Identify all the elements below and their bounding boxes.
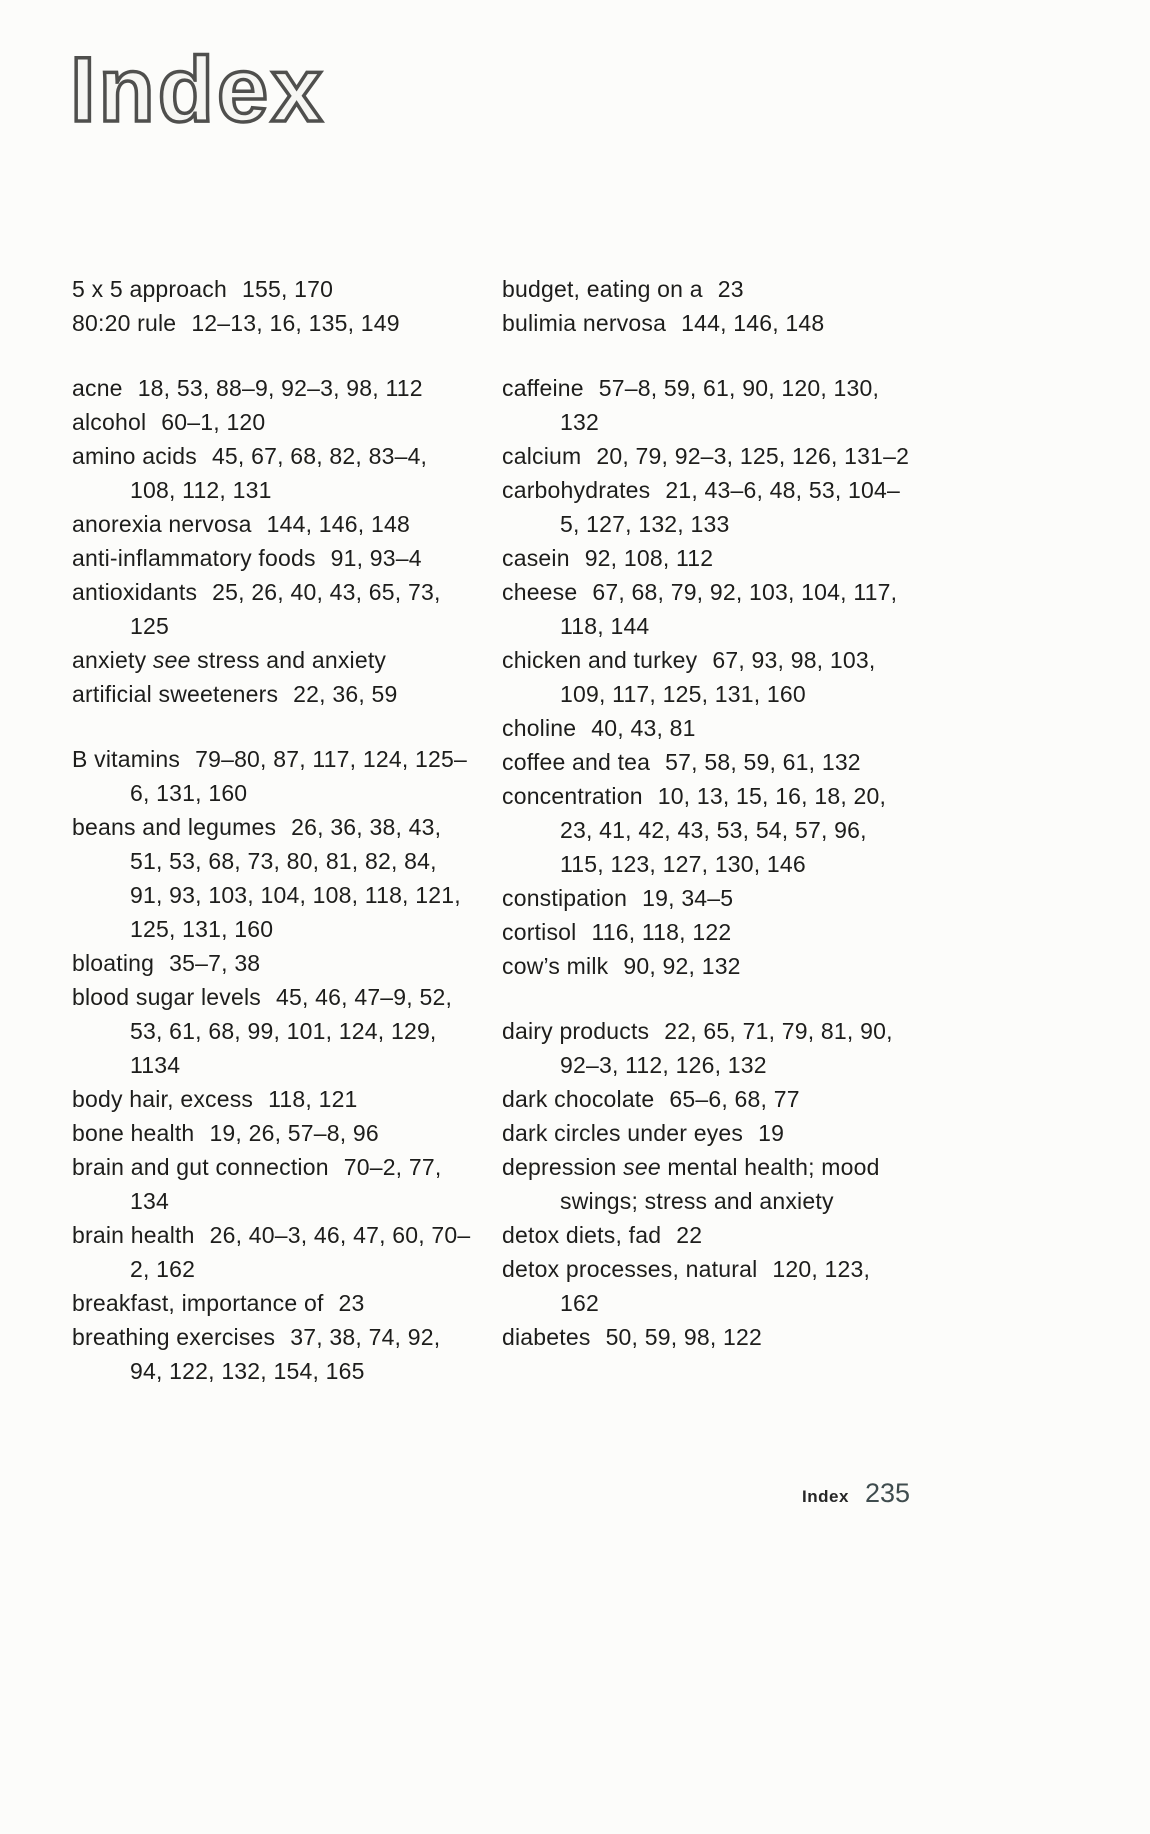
entry-term: cheese	[502, 579, 578, 605]
see-reference: mental health; mood swings; stress and anxiety	[560, 1154, 880, 1214]
entry-term: brain and gut connection	[72, 1154, 329, 1180]
entry-pages: 19	[758, 1120, 785, 1146]
entry-pages: 18, 53, 88–9, 92–3, 98, 112	[137, 375, 423, 401]
index-entry	[72, 946, 472, 980]
entry-pages: 26, 36, 38, 43, 51, 53, 68, 73, 80, 81, 82, 84, 91, 93, 103, 104, 108, 118, 121, 125, 131, 160	[130, 814, 461, 942]
entry-pages: 45, 46, 47–9, 52, 53, 61, 68, 99, 101, 124, 129, 1134	[130, 984, 453, 1078]
index-entry	[72, 405, 472, 439]
entry-pages: 22, 36, 59	[293, 681, 398, 707]
index-entry	[72, 272, 472, 306]
index-entry	[502, 371, 912, 439]
entry-pages: 144, 146, 148	[681, 310, 825, 336]
entry-term: concentration	[502, 783, 643, 809]
index-group	[502, 1014, 912, 1354]
entry-term: bloating	[72, 950, 155, 976]
entry-term: choline	[502, 715, 577, 741]
index-entry	[72, 541, 472, 575]
entry-term: anxiety	[72, 647, 147, 673]
entry-term: bulimia nervosa	[502, 310, 667, 336]
entry-pages: 25, 26, 40, 43, 65, 73, 125	[130, 579, 441, 639]
entry-pages: 79–80, 87, 117, 124, 125–6, 131, 160	[130, 746, 467, 806]
entry-term: 5 x 5 approach	[72, 276, 227, 302]
index-entry	[502, 1150, 912, 1218]
entry-term: caffeine	[502, 375, 584, 401]
index-entry	[502, 1320, 912, 1354]
entry-term: breakfast, importance of	[72, 1290, 324, 1316]
entry-pages: 50, 59, 98, 122	[605, 1324, 763, 1350]
index-entry	[502, 439, 912, 473]
entry-term: calcium	[502, 443, 582, 469]
index-entry	[72, 1218, 472, 1286]
index-entry	[72, 1286, 472, 1320]
index-entry	[72, 507, 472, 541]
entry-pages: 91, 93–4	[330, 545, 422, 571]
see-keyword: see	[152, 647, 191, 673]
entry-term: casein	[502, 545, 570, 571]
entry-term: alcohol	[72, 409, 147, 435]
index-column-right	[502, 272, 912, 1388]
entry-pages: 26, 40–3, 46, 47, 60, 70–2, 162	[130, 1222, 471, 1282]
entry-term: anti-inflammatory foods	[72, 545, 316, 571]
entry-pages: 20, 79, 92–3, 125, 126, 131–2	[596, 443, 910, 469]
entry-term: detox diets, fad	[502, 1222, 662, 1248]
index-group	[72, 371, 472, 711]
entry-pages: 19, 34–5	[642, 885, 734, 911]
entry-pages: 23	[717, 276, 744, 302]
entry-pages: 22	[676, 1222, 703, 1248]
entry-term: constipation	[502, 885, 628, 911]
entry-term: breathing exercises	[72, 1324, 276, 1350]
entry-term: dairy products	[502, 1018, 650, 1044]
entry-term: blood sugar levels	[72, 984, 261, 1010]
entry-pages: 65–6, 68, 77	[669, 1086, 800, 1112]
index-entry	[502, 881, 912, 915]
see-keyword: see	[623, 1154, 661, 1180]
index-entry	[72, 742, 472, 810]
entry-term: carbohydrates	[502, 477, 651, 503]
entry-pages: 57–8, 59, 61, 90, 120, 130, 132	[560, 375, 880, 435]
page-footer	[72, 1478, 910, 1509]
index-entry	[502, 473, 912, 541]
index-entry	[502, 306, 912, 340]
entry-pages: 35–7, 38	[169, 950, 261, 976]
entry-term: dark circles under eyes	[502, 1120, 744, 1146]
index-entry	[502, 1116, 912, 1150]
see-reference: stress and anxiety	[197, 647, 387, 673]
index-entry	[502, 575, 912, 643]
index-entry	[502, 745, 912, 779]
entry-pages: 10, 13, 15, 16, 18, 20, 23, 41, 42, 43, 53, 54, 57, 96, 115, 123, 127, 130, 146	[560, 783, 887, 877]
entry-pages: 70–2, 77, 134	[130, 1154, 442, 1214]
entry-term: dark chocolate	[502, 1086, 655, 1112]
index-entry	[502, 1218, 912, 1252]
entry-term: antioxidants	[72, 579, 198, 605]
index-entry	[72, 810, 472, 946]
index-group	[72, 742, 472, 1388]
index-entry	[502, 915, 912, 949]
entry-pages: 21, 43–6, 48, 53, 104–5, 127, 132, 133	[560, 477, 900, 537]
index-group	[502, 371, 912, 983]
index-entry	[72, 1320, 472, 1388]
entry-term: acne	[72, 375, 123, 401]
entry-term: diabetes	[502, 1324, 591, 1350]
page-title: Index	[70, 39, 326, 141]
entry-pages: 23	[338, 1290, 365, 1316]
entry-pages: 37, 38, 74, 92, 94, 122, 132, 154, 165	[130, 1324, 441, 1384]
entry-term: coffee and tea	[502, 749, 651, 775]
index-entry	[502, 1252, 912, 1320]
entry-term: brain health	[72, 1222, 195, 1248]
entry-term: amino acids	[72, 443, 197, 469]
entry-term: B vitamins	[72, 746, 181, 772]
entry-term: depression	[502, 1154, 617, 1180]
entry-pages: 57, 58, 59, 61, 132	[665, 749, 861, 775]
index-entry	[502, 272, 912, 306]
entry-term: detox processes, natural	[502, 1256, 758, 1282]
entry-pages: 116, 118, 122	[591, 919, 732, 945]
entry-term: bone health	[72, 1120, 195, 1146]
index-column-left	[72, 272, 472, 1388]
index-entry	[502, 779, 912, 881]
index-group	[72, 272, 472, 340]
index-entry	[72, 1116, 472, 1150]
entry-pages: 19, 26, 57–8, 96	[209, 1120, 379, 1146]
index-entry	[502, 643, 912, 711]
index-columns	[72, 272, 912, 1388]
entry-term: cortisol	[502, 919, 577, 945]
entry-term: chicken and turkey	[502, 647, 698, 673]
index-entry	[502, 711, 912, 745]
entry-pages: 155, 170	[241, 276, 334, 302]
entry-pages: 118, 121	[268, 1086, 358, 1112]
entry-term: body hair, excess	[72, 1086, 254, 1112]
index-entry	[72, 643, 472, 677]
entry-pages: 67, 68, 79, 92, 103, 104, 117, 118, 144	[560, 579, 898, 639]
index-entry	[72, 677, 472, 711]
entry-pages: 12–13, 16, 135, 149	[191, 310, 400, 336]
index-entry	[72, 371, 472, 405]
entry-pages: 40, 43, 81	[591, 715, 696, 741]
entry-term: 80:20 rule	[72, 310, 177, 336]
entry-term: beans and legumes	[72, 814, 277, 840]
entry-term: budget, eating on a	[502, 276, 703, 302]
entry-pages: 92, 108, 112	[584, 545, 714, 571]
index-entry	[72, 980, 472, 1082]
entry-pages: 67, 93, 98, 103, 109, 117, 125, 131, 160	[560, 647, 876, 707]
index-entry	[72, 1150, 472, 1218]
index-entry	[502, 1082, 912, 1116]
footer-page-number: 235	[864, 1478, 910, 1508]
entry-pages: 45, 67, 68, 82, 83–4, 108, 112, 131	[130, 443, 428, 503]
index-group	[502, 272, 912, 340]
entry-pages: 120, 123, 162	[560, 1256, 871, 1316]
entry-pages: 90, 92, 132	[623, 953, 741, 979]
footer-section-label: Index	[802, 1487, 849, 1506]
entry-term: anorexia nervosa	[72, 511, 252, 537]
entry-term: artificial sweeteners	[72, 681, 279, 707]
index-entry	[72, 306, 472, 340]
entry-pages: 144, 146, 148	[266, 511, 410, 537]
entry-pages: 22, 65, 71, 79, 81, 90, 92–3, 112, 126, 132	[560, 1018, 893, 1078]
entry-term: cow’s milk	[502, 953, 609, 979]
index-entry	[72, 1082, 472, 1116]
entry-pages: 60–1, 120	[161, 409, 266, 435]
index-entry	[72, 575, 472, 643]
index-entry	[502, 949, 912, 983]
index-entry	[72, 439, 472, 507]
index-entry	[502, 541, 912, 575]
index-entry	[502, 1014, 912, 1082]
